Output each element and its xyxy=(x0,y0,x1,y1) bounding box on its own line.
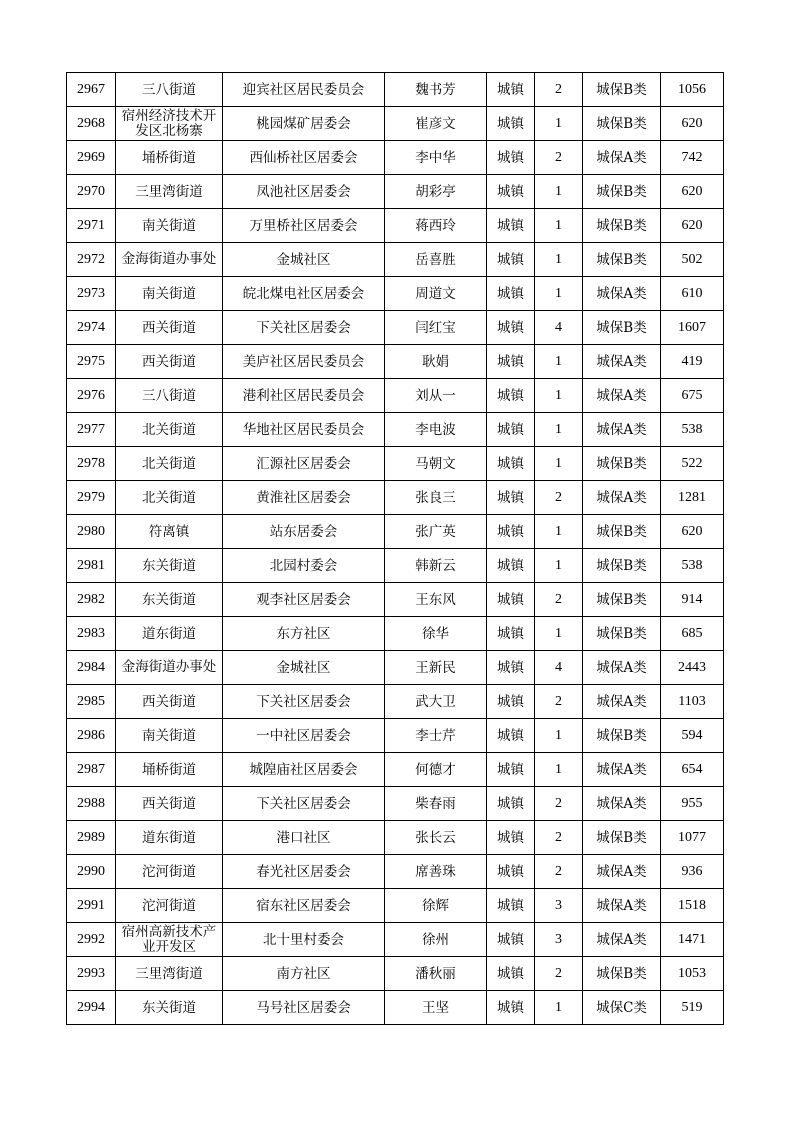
amount-cell: 620 xyxy=(661,107,724,141)
record-number-cell: 2975 xyxy=(67,345,116,379)
record-number-cell: 2985 xyxy=(67,685,116,719)
street-name-cell: 宿州经济技术开发区北杨寨 xyxy=(116,107,223,141)
recipient-name-cell: 崔彦文 xyxy=(385,107,487,141)
area-type-cell: 城镇 xyxy=(487,379,535,413)
area-type-cell: 城镇 xyxy=(487,209,535,243)
community-name-cell: 万里桥社区居委会 xyxy=(223,209,385,243)
record-number-cell: 2993 xyxy=(67,957,116,991)
table-row xyxy=(67,549,724,583)
record-number-cell: 2988 xyxy=(67,787,116,821)
amount-cell: 502 xyxy=(661,243,724,277)
street-name-cell: 北关街道 xyxy=(116,447,223,481)
table-row xyxy=(67,107,724,141)
table-row xyxy=(67,175,724,209)
community-name-cell: 汇源社区居委会 xyxy=(223,447,385,481)
community-name-cell: 北十里村委会 xyxy=(223,923,385,957)
assistance-category-cell: 城保B类 xyxy=(583,73,661,107)
area-type-cell: 城镇 xyxy=(487,651,535,685)
amount-cell: 522 xyxy=(661,447,724,481)
area-type-cell: 城镇 xyxy=(487,855,535,889)
recipient-name-cell: 魏书芳 xyxy=(385,73,487,107)
household-count-cell: 2 xyxy=(535,787,583,821)
record-number-cell: 2989 xyxy=(67,821,116,855)
table-row xyxy=(67,787,724,821)
community-name-cell: 下关社区居委会 xyxy=(223,685,385,719)
record-number-cell: 2969 xyxy=(67,141,116,175)
street-name-cell: 西关街道 xyxy=(116,311,223,345)
area-type-cell: 城镇 xyxy=(487,515,535,549)
community-name-cell: 东方社区 xyxy=(223,617,385,651)
assistance-category-cell: 城保A类 xyxy=(583,685,661,719)
community-name-cell: 皖北煤电社区居委会 xyxy=(223,277,385,311)
recipient-name-cell: 潘秋丽 xyxy=(385,957,487,991)
assistance-category-cell: 城保A类 xyxy=(583,277,661,311)
assistance-category-cell: 城保A类 xyxy=(583,413,661,447)
recipient-name-cell: 闫红宝 xyxy=(385,311,487,345)
record-number-cell: 2987 xyxy=(67,753,116,787)
record-number-cell: 2971 xyxy=(67,209,116,243)
assistance-category-cell: 城保A类 xyxy=(583,481,661,515)
household-count-cell: 2 xyxy=(535,685,583,719)
household-count-cell: 2 xyxy=(535,821,583,855)
community-name-cell: 黄淮社区居委会 xyxy=(223,481,385,515)
household-count-cell: 1 xyxy=(535,379,583,413)
amount-cell: 1281 xyxy=(661,481,724,515)
amount-cell: 610 xyxy=(661,277,724,311)
street-name-cell: 符离镇 xyxy=(116,515,223,549)
record-number-cell: 2968 xyxy=(67,107,116,141)
area-type-cell: 城镇 xyxy=(487,345,535,379)
recipient-name-cell: 席善珠 xyxy=(385,855,487,889)
household-count-cell: 1 xyxy=(535,991,583,1025)
assistance-category-cell: 城保B类 xyxy=(583,175,661,209)
street-name-cell: 沱河街道 xyxy=(116,855,223,889)
household-count-cell: 1 xyxy=(535,209,583,243)
recipient-name-cell: 刘从一 xyxy=(385,379,487,413)
table-row xyxy=(67,923,724,957)
table-row xyxy=(67,889,724,923)
assistance-category-cell: 城保A类 xyxy=(583,787,661,821)
community-name-cell: 一中社区居委会 xyxy=(223,719,385,753)
record-number-cell: 2979 xyxy=(67,481,116,515)
household-count-cell: 1 xyxy=(535,277,583,311)
amount-cell: 519 xyxy=(661,991,724,1025)
area-type-cell: 城镇 xyxy=(487,243,535,277)
household-count-cell: 2 xyxy=(535,583,583,617)
record-number-cell: 2973 xyxy=(67,277,116,311)
household-count-cell: 1 xyxy=(535,515,583,549)
community-name-cell: 宿东社区居委会 xyxy=(223,889,385,923)
amount-cell: 1053 xyxy=(661,957,724,991)
community-name-cell: 西仙桥社区居委会 xyxy=(223,141,385,175)
table-row xyxy=(67,651,724,685)
community-name-cell: 凤池社区居委会 xyxy=(223,175,385,209)
recipient-name-cell: 周道文 xyxy=(385,277,487,311)
assistance-category-cell: 城保B类 xyxy=(583,447,661,481)
assistance-category-cell: 城保B类 xyxy=(583,209,661,243)
street-name-cell: 西关街道 xyxy=(116,787,223,821)
street-name-cell: 埇桥街道 xyxy=(116,141,223,175)
household-count-cell: 2 xyxy=(535,73,583,107)
record-number-cell: 2986 xyxy=(67,719,116,753)
community-name-cell: 迎宾社区居民委员会 xyxy=(223,73,385,107)
area-type-cell: 城镇 xyxy=(487,73,535,107)
street-name-cell: 东关街道 xyxy=(116,991,223,1025)
household-count-cell: 1 xyxy=(535,107,583,141)
recipient-name-cell: 马朝文 xyxy=(385,447,487,481)
assistance-category-cell: 城保C类 xyxy=(583,991,661,1025)
household-count-cell: 1 xyxy=(535,617,583,651)
table-row xyxy=(67,515,724,549)
record-number-cell: 2977 xyxy=(67,413,116,447)
recipient-name-cell: 李中华 xyxy=(385,141,487,175)
community-name-cell: 城隍庙社区居委会 xyxy=(223,753,385,787)
table-row xyxy=(67,617,724,651)
record-number-cell: 2982 xyxy=(67,583,116,617)
area-type-cell: 城镇 xyxy=(487,923,535,957)
amount-cell: 654 xyxy=(661,753,724,787)
assistance-category-cell: 城保B类 xyxy=(583,107,661,141)
recipient-name-cell: 王坚 xyxy=(385,991,487,1025)
recipient-table xyxy=(66,72,724,1025)
table-row xyxy=(67,379,724,413)
assistance-category-cell: 城保A类 xyxy=(583,855,661,889)
household-count-cell: 2 xyxy=(535,141,583,175)
recipient-name-cell: 岳喜胜 xyxy=(385,243,487,277)
recipient-name-cell: 胡彩亭 xyxy=(385,175,487,209)
recipient-name-cell: 王新民 xyxy=(385,651,487,685)
household-count-cell: 1 xyxy=(535,719,583,753)
household-count-cell: 3 xyxy=(535,923,583,957)
recipient-name-cell: 徐辉 xyxy=(385,889,487,923)
area-type-cell: 城镇 xyxy=(487,141,535,175)
household-count-cell: 2 xyxy=(535,957,583,991)
assistance-category-cell: 城保B类 xyxy=(583,957,661,991)
street-name-cell: 道东街道 xyxy=(116,821,223,855)
recipient-name-cell: 李士芹 xyxy=(385,719,487,753)
assistance-category-cell: 城保B类 xyxy=(583,617,661,651)
record-number-cell: 2972 xyxy=(67,243,116,277)
street-name-cell: 西关街道 xyxy=(116,345,223,379)
table-row xyxy=(67,685,724,719)
table-row xyxy=(67,73,724,107)
amount-cell: 620 xyxy=(661,209,724,243)
assistance-category-cell: 城保B类 xyxy=(583,515,661,549)
area-type-cell: 城镇 xyxy=(487,889,535,923)
household-count-cell: 2 xyxy=(535,855,583,889)
community-name-cell: 观李社区居委会 xyxy=(223,583,385,617)
recipient-name-cell: 耿娟 xyxy=(385,345,487,379)
assistance-category-cell: 城保A类 xyxy=(583,379,661,413)
household-count-cell: 1 xyxy=(535,345,583,379)
record-number-cell: 2992 xyxy=(67,923,116,957)
household-count-cell: 1 xyxy=(535,447,583,481)
recipient-name-cell: 徐华 xyxy=(385,617,487,651)
household-count-cell: 1 xyxy=(535,549,583,583)
record-number-cell: 2981 xyxy=(67,549,116,583)
table-row xyxy=(67,413,724,447)
table-row xyxy=(67,277,724,311)
street-name-cell: 南关街道 xyxy=(116,209,223,243)
assistance-category-cell: 城保B类 xyxy=(583,243,661,277)
area-type-cell: 城镇 xyxy=(487,787,535,821)
area-type-cell: 城镇 xyxy=(487,549,535,583)
amount-cell: 1471 xyxy=(661,923,724,957)
record-number-cell: 2991 xyxy=(67,889,116,923)
household-count-cell: 3 xyxy=(535,889,583,923)
table-row xyxy=(67,243,724,277)
recipient-name-cell: 柴春雨 xyxy=(385,787,487,821)
recipient-name-cell: 张良三 xyxy=(385,481,487,515)
assistance-category-cell: 城保B类 xyxy=(583,311,661,345)
household-count-cell: 1 xyxy=(535,175,583,209)
community-name-cell: 港口社区 xyxy=(223,821,385,855)
street-name-cell: 埇桥街道 xyxy=(116,753,223,787)
table-row xyxy=(67,753,724,787)
assistance-category-cell: 城保B类 xyxy=(583,549,661,583)
street-name-cell: 北关街道 xyxy=(116,413,223,447)
street-name-cell: 东关街道 xyxy=(116,549,223,583)
street-name-cell: 三八街道 xyxy=(116,73,223,107)
table-row xyxy=(67,991,724,1025)
amount-cell: 685 xyxy=(661,617,724,651)
amount-cell: 955 xyxy=(661,787,724,821)
household-count-cell: 4 xyxy=(535,311,583,345)
recipient-name-cell: 李电波 xyxy=(385,413,487,447)
assistance-category-cell: 城保B类 xyxy=(583,583,661,617)
street-name-cell: 北关街道 xyxy=(116,481,223,515)
table-body xyxy=(67,73,724,1025)
table-row xyxy=(67,821,724,855)
area-type-cell: 城镇 xyxy=(487,481,535,515)
street-name-cell: 金海街道办事处 xyxy=(116,243,223,277)
area-type-cell: 城镇 xyxy=(487,175,535,209)
community-name-cell: 下关社区居委会 xyxy=(223,787,385,821)
household-count-cell: 1 xyxy=(535,753,583,787)
household-count-cell: 1 xyxy=(535,413,583,447)
table-row xyxy=(67,209,724,243)
street-name-cell: 三八街道 xyxy=(116,379,223,413)
area-type-cell: 城镇 xyxy=(487,413,535,447)
amount-cell: 620 xyxy=(661,515,724,549)
amount-cell: 914 xyxy=(661,583,724,617)
area-type-cell: 城镇 xyxy=(487,107,535,141)
community-name-cell: 马号社区居委会 xyxy=(223,991,385,1025)
record-number-cell: 2990 xyxy=(67,855,116,889)
street-name-cell: 宿州高新技术产业开发区 xyxy=(116,923,223,957)
record-number-cell: 2976 xyxy=(67,379,116,413)
assistance-category-cell: 城保A类 xyxy=(583,345,661,379)
household-count-cell: 4 xyxy=(535,651,583,685)
street-name-cell: 三里湾街道 xyxy=(116,957,223,991)
amount-cell: 936 xyxy=(661,855,724,889)
table-row xyxy=(67,447,724,481)
area-type-cell: 城镇 xyxy=(487,957,535,991)
assistance-category-cell: 城保B类 xyxy=(583,821,661,855)
street-name-cell: 西关街道 xyxy=(116,685,223,719)
table-row xyxy=(67,311,724,345)
community-name-cell: 港利社区居民委员会 xyxy=(223,379,385,413)
record-number-cell: 2980 xyxy=(67,515,116,549)
amount-cell: 1077 xyxy=(661,821,724,855)
community-name-cell: 下关社区居委会 xyxy=(223,311,385,345)
table-row xyxy=(67,719,724,753)
community-name-cell: 桃园煤矿居委会 xyxy=(223,107,385,141)
recipient-name-cell: 何德才 xyxy=(385,753,487,787)
area-type-cell: 城镇 xyxy=(487,311,535,345)
amount-cell: 742 xyxy=(661,141,724,175)
community-name-cell: 站东居委会 xyxy=(223,515,385,549)
area-type-cell: 城镇 xyxy=(487,821,535,855)
street-name-cell: 金海街道办事处 xyxy=(116,651,223,685)
record-number-cell: 2970 xyxy=(67,175,116,209)
table-row xyxy=(67,855,724,889)
amount-cell: 1607 xyxy=(661,311,724,345)
table-row xyxy=(67,345,724,379)
assistance-category-cell: 城保A类 xyxy=(583,651,661,685)
area-type-cell: 城镇 xyxy=(487,617,535,651)
recipient-name-cell: 蒋西玲 xyxy=(385,209,487,243)
community-name-cell: 华地社区居民委员会 xyxy=(223,413,385,447)
street-name-cell: 东关街道 xyxy=(116,583,223,617)
amount-cell: 2443 xyxy=(661,651,724,685)
household-count-cell: 2 xyxy=(535,481,583,515)
amount-cell: 675 xyxy=(661,379,724,413)
amount-cell: 538 xyxy=(661,549,724,583)
recipient-name-cell: 张广英 xyxy=(385,515,487,549)
area-type-cell: 城镇 xyxy=(487,753,535,787)
area-type-cell: 城镇 xyxy=(487,583,535,617)
amount-cell: 594 xyxy=(661,719,724,753)
assistance-category-cell: 城保A类 xyxy=(583,923,661,957)
amount-cell: 538 xyxy=(661,413,724,447)
record-number-cell: 2978 xyxy=(67,447,116,481)
assistance-category-cell: 城保A类 xyxy=(583,889,661,923)
area-type-cell: 城镇 xyxy=(487,277,535,311)
record-number-cell: 2994 xyxy=(67,991,116,1025)
community-name-cell: 春光社区居委会 xyxy=(223,855,385,889)
assistance-category-cell: 城保A类 xyxy=(583,753,661,787)
area-type-cell: 城镇 xyxy=(487,991,535,1025)
record-number-cell: 2967 xyxy=(67,73,116,107)
street-name-cell: 道东街道 xyxy=(116,617,223,651)
record-number-cell: 2974 xyxy=(67,311,116,345)
recipient-name-cell: 韩新云 xyxy=(385,549,487,583)
recipient-name-cell: 王东风 xyxy=(385,583,487,617)
assistance-category-cell: 城保A类 xyxy=(583,141,661,175)
assistance-category-cell: 城保B类 xyxy=(583,719,661,753)
community-name-cell: 金城社区 xyxy=(223,243,385,277)
amount-cell: 1103 xyxy=(661,685,724,719)
street-name-cell: 南关街道 xyxy=(116,277,223,311)
table-row xyxy=(67,481,724,515)
street-name-cell: 沱河街道 xyxy=(116,889,223,923)
community-name-cell: 美庐社区居民委员会 xyxy=(223,345,385,379)
area-type-cell: 城镇 xyxy=(487,447,535,481)
household-count-cell: 1 xyxy=(535,243,583,277)
table-row xyxy=(67,583,724,617)
area-type-cell: 城镇 xyxy=(487,719,535,753)
amount-cell: 620 xyxy=(661,175,724,209)
amount-cell: 1056 xyxy=(661,73,724,107)
recipient-name-cell: 张长云 xyxy=(385,821,487,855)
street-name-cell: 南关街道 xyxy=(116,719,223,753)
record-number-cell: 2983 xyxy=(67,617,116,651)
record-number-cell: 2984 xyxy=(67,651,116,685)
table-row xyxy=(67,957,724,991)
street-name-cell: 三里湾街道 xyxy=(116,175,223,209)
area-type-cell: 城镇 xyxy=(487,685,535,719)
amount-cell: 1518 xyxy=(661,889,724,923)
community-name-cell: 北园村委会 xyxy=(223,549,385,583)
table-row xyxy=(67,141,724,175)
recipient-name-cell: 武大卫 xyxy=(385,685,487,719)
community-name-cell: 金城社区 xyxy=(223,651,385,685)
community-name-cell: 南方社区 xyxy=(223,957,385,991)
amount-cell: 419 xyxy=(661,345,724,379)
recipient-name-cell: 徐州 xyxy=(385,923,487,957)
